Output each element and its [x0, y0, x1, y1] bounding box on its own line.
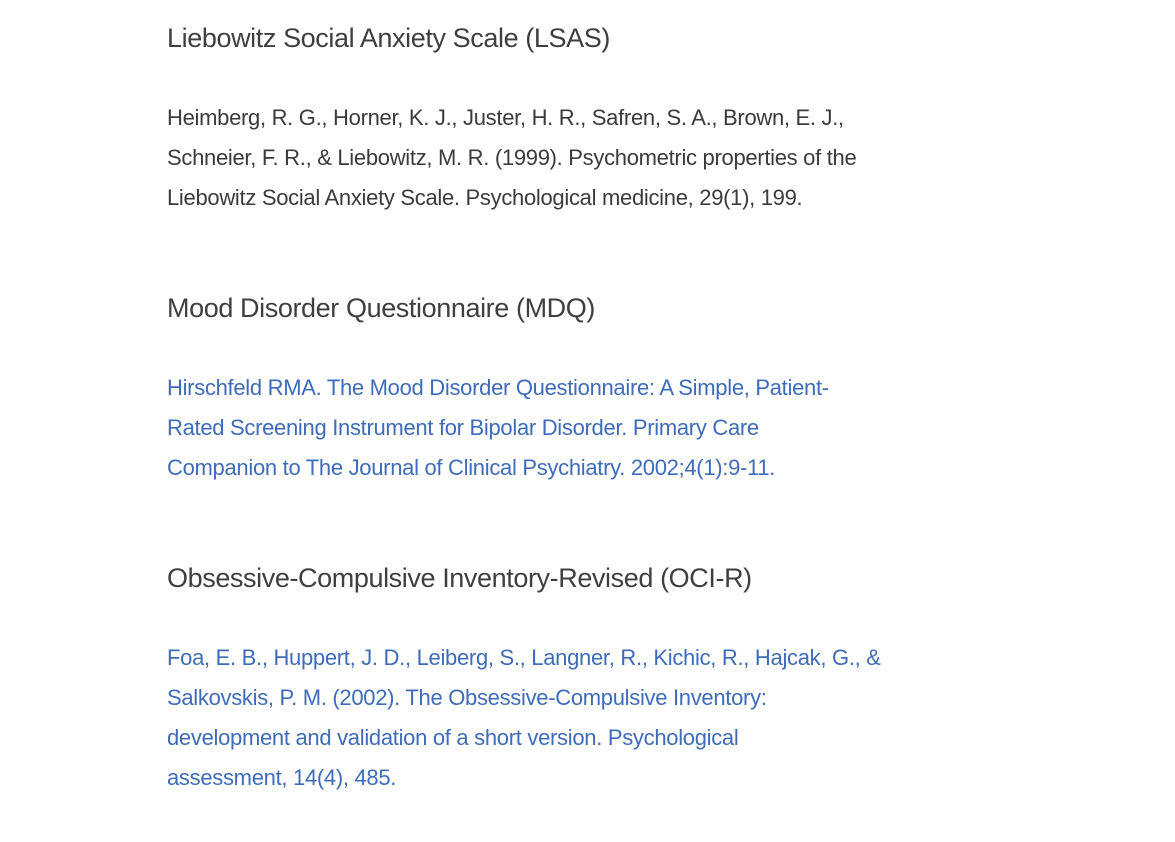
citation-link-mdq[interactable] [167, 368, 1047, 488]
section-title-lsas: Liebowitz Social Anxiety Scale (LSAS) [167, 23, 610, 53]
citation-line: Salkovskis, P. M. (2002). The Obsessive-Compulsive Inventory: [167, 685, 767, 710]
citation-line: Schneier, F. R., & Liebowitz, M. R. (1999). Psychometric properties of the [167, 145, 857, 170]
citation-lsas [167, 98, 1047, 218]
citation-mdq [167, 368, 1047, 488]
section-title-ocir: Obsessive-Compulsive Inventory-Revised (OCI-R) [167, 563, 752, 593]
reference-section-mdq [167, 290, 1135, 488]
citation-line: development and validation of a short version. Psychological [167, 725, 739, 750]
citation-line: assessment, 14(4), 485. [167, 765, 397, 790]
citation-line: Foa, E. B., Huppert, J. D., Leiberg, S., Langner, R., Kichic, R., Hajcak, G., & [167, 645, 881, 670]
reference-section-lsas [167, 20, 1135, 218]
citation-link-ocir[interactable] [167, 638, 1047, 798]
reference-section-ocir [167, 560, 1135, 798]
section-title-mdq: Mood Disorder Questionnaire (MDQ) [167, 293, 595, 323]
citation-line: Heimberg, R. G., Horner, K. J., Juster, H. R., Safren, S. A., Brown, E. J., [167, 105, 844, 130]
citation-line: Companion to The Journal of Clinical Psychiatry. 2002;4(1):9-11. [167, 455, 776, 480]
citation-line: Hirschfeld RMA. The Mood Disorder Questionnaire: A Simple, Patient- [167, 375, 829, 400]
citation-line: Rated Screening Instrument for Bipolar Disorder. Primary Care [167, 415, 759, 440]
citation-line: Liebowitz Social Anxiety Scale. Psychological medicine, 29(1), 199. [167, 185, 803, 210]
citation-ocir [167, 638, 1047, 798]
